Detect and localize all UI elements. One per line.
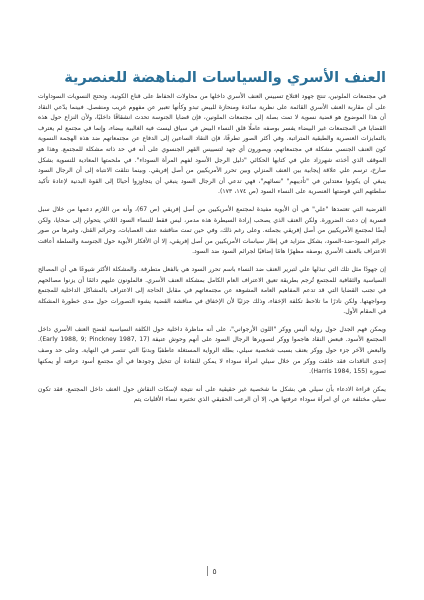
title-row xyxy=(38,70,386,86)
page-title: العنف الأسري والسياسات المناهضة للعنصرية xyxy=(64,70,386,86)
paragraph-2: الفرضية التي تعتمدها "علي" هي أن الأبوية مفيدة لمجتمع الأمريكيين من أصل إفريقي (ص 67)، وأنه من اللازم دعمها من خلال سبل قسرية إن دعت الضرورة. ولكن العنف الذي يصحب إرادة السيطرة هذه مدمر، ليس فقط للنساء السود اللاتي يتحولن إلى ضحايا، ولكن أيضًا لمجتمع الأمريكيين من أصل إفريقي بجملته. وعلى رغم ذلك، وفي حين تمت مناقشة عنف العصابات، وجرائم القتل، وغيرها من صور جرائم السود-ضد-السود، بشكل متزايد في إطار سياسات الأمريكيين من أصل إفريقي، إلا أن الأفكار الأبوية حول الجنوسة والسلطة أعاقت الاعتراف بالعنف الأسري بوصفه مظهرًا هامًا إضافيًا لجرائم السود ضد السود. xyxy=(38,205,386,256)
page-number: ٥ xyxy=(212,566,217,576)
paragraph-4: ويمكن فهم الجدل حول رواية أليس ووكر "اللون الأرجواني"، على أنه مناظرة داخلية حول الكلفة السياسية لفضح العنف الأسري داخل المجتمع الأسود. فبعض النقاد هاجموا ووكر لتصويرها الرجال السود على أنهم وحوش عنيفة (Early 1988, 9; Pinckney 1987, 17). والبعض الآخر جزء حول ووكر بعنف بسبب شخصية سيلي، بطلة الرواية المستغلة عاطفيًا وبدنيًا التي تنتصر في النهاية. وعلى حد وصف إحدى الناقدات فقد خلقت ووكر من خلال سيلي امرأة سوداء لا يمكن للنقادة أن تتخيل وجودها في أي مجتمع أسود عرفته أو يمكنها تصوره (Harris 1984, 155). xyxy=(38,325,386,376)
paragraph-1: في مجتمعات الملونين، تنتج جهود اقتلاع تسييس العنف الأسري داخلها من محاولات الحفاظ على قناع الكونية. وتحتج النسويات السوداوات على أن مقاربة العنف الأسري القائمة على نظرية سائدة ومنحازة للبيض تبدو وكأنها تعبير عن مفهوم غريب ومنفصل. فبينما يدّعي النقاد أن هذا الموضوع هو قضية نسوية لا تمت بصلة إلى مجتمعات الملونين، فإن قضايا الجنوسة تحدث انشقاقًا داخليًا، ولأن النزاع حول هذه القضايا في المجتمعات غير البيضاء يفسر بوصفه عاملًا قلق النساء البيض في سياق ليست فيه الغالبية بيضاء، وإنما في مجتمع لم يعترف بالتمايزات العنصرية والطبقية المتراتبة. وفي أكثر الصور تطرفًا، فإن النقاد الساعين إلى الدفاع عن مجتمعاتهم ضد هذه الهجمة النسوية كون العنف الجنسي مشكلة في مجتمعاتهم، ويصورون أي جهد لتسييس القهر الجنسوي على أنه في حد ذاته مشكلة للمجتمع. وهذا هو الموقف الذي أخذته شهرزاد علي في كتابها الحكائي "دليل الرجل الأسود لفهم المرأة السوداء". في ملحمتها المعادية للنسوية بشكل صارخ، ترسم علي علاقة إيجابية بين العنف المنزلي وبين تحرر الأمريكيين من أصل إفريقي. وبينما نتلقت الانتباه إلى أن الرجال السود ينبغي أن يكونوا معتدلين في "تأديبهم" "نسائهم"، فهي تدعي أن الرجال السود ينبغي أن يتجاوزوا أحيانًا إلى القوة البدنية لإعادة تأكيد سلطتهم التي قوضتها العنصرية على النساء السود (ص ١٧٤، ١٧٣). xyxy=(38,93,386,196)
page-number-divider xyxy=(207,566,208,576)
page-footer xyxy=(0,566,424,576)
paragraph-5: يمكن قراءة الادعاء بأن سيلي هي بشكل ما شخصية غير حقيقية على أنه نتيجة لإسكات النقاش حول العنف داخل المجتمع. فقد تكون سيلي مختلفة عن أي امرأة سوداء عرفتها هي، إلا أن الرعب الحقيقي الذي تختبره نساء الأقليات يتم xyxy=(38,385,386,404)
paragraph-3: إن جهودًا مثل تلك التي تبذلها علي لتبرير العنف ضد النساء باسم تحرر السود هي بالفعل متطرفة. والمشكلة الأكثر شيوعًا هي أن المصالح السياسية والثقافية للمجتمع تُرجم بطريقة تعيق الاعتراف العام الكامل بمشكلة العنف الأسري. فالملونون عليهم دائمًا أن يزنوا مصالحهم في تجنب القضايا التي قد تدعم المفاهيم العامة المشوهة عن مجتمعاتهم في مقابل الحاجة إلى الاعتراف بالمشاكل الداخلية للمجتمع ومواجهتها. ولكن نادرًا ما تلاحظ تكلفة الإخفاء، وذلك جزئيًا لأن الإخفاق في مناقشة القضية يشوه التصورات حول مدى خطورة المشكلة في المقام الأول. xyxy=(38,265,386,316)
